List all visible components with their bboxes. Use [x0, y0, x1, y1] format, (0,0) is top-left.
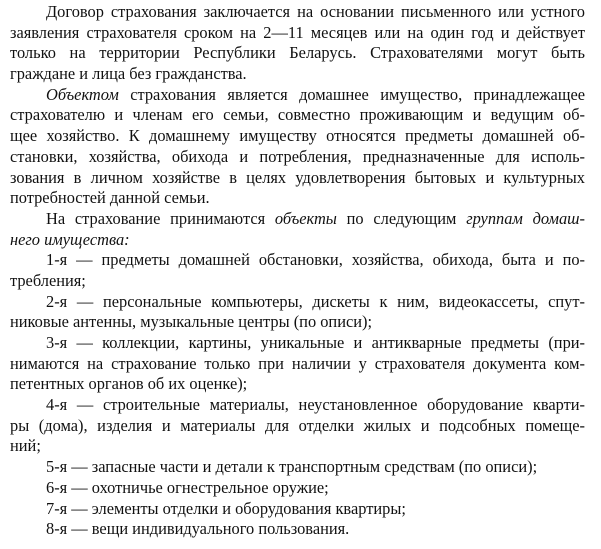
italic-text: группам домаш-	[466, 208, 585, 228]
text-line	[10, 85, 585, 106]
text-line	[10, 354, 585, 375]
text-segment: 8-я — вещи индивидуального пользования.	[46, 519, 350, 539]
text-line	[10, 457, 585, 478]
text-line	[10, 292, 585, 313]
paragraph	[10, 250, 585, 291]
text-segment: заявления страхователя сроком на 2—11 месяцев или на один год и действует	[10, 22, 585, 42]
text-segment: требления;	[10, 270, 86, 290]
text-line	[10, 312, 585, 333]
text-line	[10, 64, 585, 85]
italic-text: объекты	[274, 208, 337, 228]
text-segment: 4-я — строительные материалы, неустановленное оборудование кварти-	[46, 395, 585, 415]
text-segment: только на территории Республики Беларусь. Страхователями могут быть	[10, 43, 585, 63]
text-segment: 5-я — запасные части и детали к транспортным средствам (по описи);	[46, 457, 538, 477]
text-line	[10, 271, 585, 292]
text-line	[10, 499, 585, 520]
text-segment: петентных органов об их оценке);	[10, 374, 248, 394]
text-segment: Договор страхования заключается на основании письменного или устного	[46, 2, 585, 21]
text-line	[10, 147, 585, 168]
text-segment: 1-я — предметы домашней обстановки, хозяйства, обихода, быта и по-	[46, 250, 585, 270]
paragraph	[10, 2, 585, 85]
text-segment: 7-я — элементы отделки и оборудования квартиры;	[46, 498, 406, 518]
text-line	[10, 23, 585, 44]
text-line	[10, 2, 585, 23]
paragraph	[10, 395, 585, 457]
text-segment: щее хозяйство. К домашнему имуществу относятся предметы домашней об-	[10, 126, 585, 146]
text-segment: становки, хозяйства, обихода и потребления, предназначенные для исполь-	[10, 146, 585, 166]
text-segment: никовые антенны, музыкальные центры (по описи);	[10, 312, 373, 332]
document-page	[10, 2, 585, 540]
text-segment: ний;	[10, 436, 41, 456]
paragraph	[10, 499, 585, 520]
text-line	[10, 333, 585, 354]
text-segment: На страхование принимаются	[46, 208, 275, 228]
text-segment: страхователю и членам его семьи, совместно проживающим и ведущим об-	[10, 105, 585, 125]
text-segment: 3-я — коллекции, картины, уникальные и антикварные предметы (при-	[46, 333, 585, 352]
text-segment: 2-я — персональные компьютеры, дискеты к ним, видеокассеты, спут-	[46, 291, 585, 311]
text-line	[10, 519, 585, 540]
paragraph	[10, 519, 585, 540]
text-line	[10, 374, 585, 395]
italic-text: Объектом	[46, 84, 119, 104]
text-segment: ры (дома), изделия и материалы для отделки жилых и подсобных помеще-	[10, 415, 585, 435]
paragraph	[10, 457, 585, 478]
paragraph	[10, 85, 585, 209]
text-line	[10, 105, 585, 126]
text-segment: нимаются на страхование только при наличии у страхователя документа ком-	[10, 353, 585, 373]
text-line	[10, 416, 585, 437]
text-segment: 6-я — охотничье огнестрельное оружие;	[46, 477, 329, 497]
paragraph	[10, 333, 585, 395]
text-line	[10, 230, 585, 251]
text-line	[10, 250, 585, 271]
text-line	[10, 436, 585, 457]
paragraph	[10, 209, 585, 250]
text-segment: страхования является домашнее имущество, принадлежащее	[118, 84, 585, 104]
paragraph	[10, 478, 585, 499]
text-line	[10, 188, 585, 209]
paragraph	[10, 292, 585, 333]
text-segment: потребностей данной семьи.	[10, 188, 210, 208]
text-line	[10, 478, 585, 499]
italic-text: него имущества:	[10, 229, 130, 249]
text-segment: граждане и лица без гражданства.	[10, 64, 247, 84]
text-segment: по следующим	[336, 208, 467, 228]
text-line	[10, 126, 585, 147]
text-line	[10, 395, 585, 416]
text-line	[10, 43, 585, 64]
text-segment: зования в личном хозяйстве в целях удовлетворения бытовых и культурных	[10, 167, 585, 187]
text-line	[10, 209, 585, 230]
text-line	[10, 168, 585, 189]
